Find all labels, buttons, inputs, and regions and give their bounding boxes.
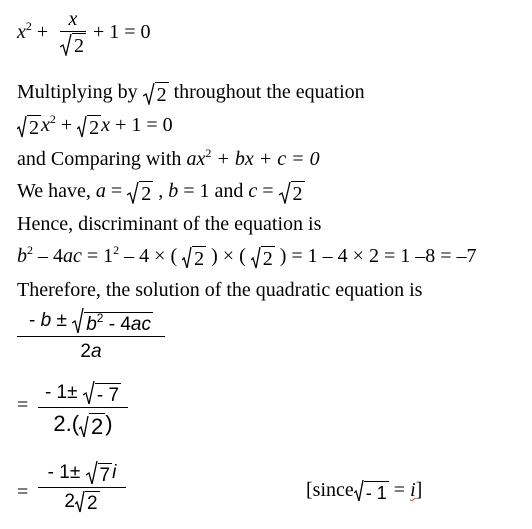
sqrt-symbol: 2 (77, 115, 101, 138)
values-line: We have, a = 2 , b = 1 and c = 2 (17, 180, 303, 205)
equation-line-1-rest: + 1 = 0 (93, 21, 151, 43)
fraction-x-over-root2: x 2 (60, 8, 86, 56)
sqrt-symbol: 7 (86, 461, 113, 485)
sqrt-symbol: 2 (279, 181, 305, 204)
discriminant-calculation: $b^2 - 4ac = 1^2 - 4$ × ( 2 ) × ( 2 ) = 1 – 4 × 2 = 1 –8 = –7 (17, 243, 477, 270)
compare-line: and Comparing with $ax^2$ + bx + c = 0 (17, 146, 320, 170)
sqrt-symbol: 2 (127, 181, 153, 204)
sqrt-symbol: $b^2 - 4ac$ (72, 308, 153, 334)
sqrt-symbol: 2 (75, 491, 100, 513)
sqrt-equation-line: 2 $x^2$ + 2 x + 1 = 0 (17, 115, 173, 138)
equals-sign: = (17, 394, 29, 416)
sqrt-symbol: 2 (143, 82, 169, 105)
solution-fraction-root-7i: - 1± 7 i 2 2 (38, 461, 126, 513)
discriminant-heading: Hence, discriminant of the equation is (17, 213, 322, 235)
therefore-line: Therefore, the solution of the quadratic equation is (17, 279, 423, 301)
sqrt-symbol: 2 (79, 413, 105, 438)
sqrt-symbol: - 1 (354, 480, 389, 502)
sqrt-symbol: - 7 (83, 381, 121, 405)
sqrt-symbol: 2 (17, 115, 41, 138)
equation-line-1: $x^2$ + (17, 19, 49, 43)
multiply-line: Multiplying by 2 throughout the equation (17, 81, 365, 106)
since-note: [since - 1 = i] (306, 479, 423, 504)
equals-sign: = (17, 481, 29, 503)
sqrt-symbol: 2 (251, 246, 275, 269)
sqrt-symbol: 2 (60, 33, 86, 56)
sqrt-symbol: 2 (182, 246, 206, 269)
quadratic-formula-fraction: - b ± $b^2 - 4ac$ 2a (17, 308, 165, 363)
solution-fraction-root-minus-7: - 1± - 7 2.( 2 ) (38, 381, 128, 438)
